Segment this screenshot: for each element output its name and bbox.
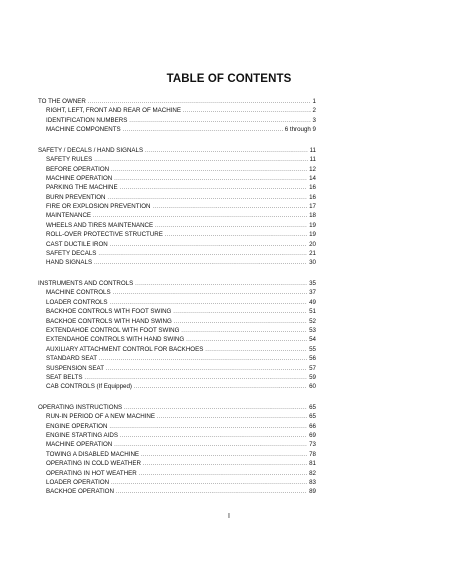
toc-entry[interactable] xyxy=(38,202,316,211)
toc-entry[interactable] xyxy=(38,174,316,183)
dot-leader xyxy=(106,365,307,374)
toc-entry[interactable] xyxy=(38,335,316,344)
toc-entry[interactable] xyxy=(38,249,316,258)
toc-entry-page-number: 69 xyxy=(309,432,316,440)
dot-leader xyxy=(111,479,307,488)
toc-entry-page-number: 60 xyxy=(309,383,316,391)
toc-entry-label: EXTENDAHOE CONTROLS WITH HAND SWING xyxy=(46,336,185,344)
toc-entry-page-number: 49 xyxy=(309,298,316,306)
toc-entry-page-number: 3 xyxy=(312,116,316,124)
toc-entry[interactable] xyxy=(38,478,316,487)
toc-entry[interactable] xyxy=(38,211,316,220)
dot-leader xyxy=(157,413,307,422)
toc-entry-page-number: 11 xyxy=(309,156,316,164)
toc-entry-label: RUN-IN PERIOD OF A NEW MACHINE xyxy=(46,413,155,421)
toc-entry-label: BACKHOE OPERATION xyxy=(46,488,114,496)
toc-entry-page-number: 14 xyxy=(309,174,316,182)
toc-entry[interactable] xyxy=(38,422,316,431)
toc-entry-page-number: 57 xyxy=(309,364,316,372)
toc-entry-label: MAINTENANCE xyxy=(46,212,92,220)
dot-leader xyxy=(139,470,307,479)
toc-entry[interactable] xyxy=(38,298,316,307)
dot-leader xyxy=(173,308,307,317)
toc-entry-page-number: 11 xyxy=(309,146,316,154)
toc-entry[interactable] xyxy=(38,326,316,335)
dot-leader xyxy=(174,318,307,327)
toc-entry-label: BACKHOE CONTROLS WITH FOOT SWING xyxy=(46,308,172,316)
toc-entry-page-number: 1 xyxy=(312,98,316,105)
table-of-contents xyxy=(38,97,316,508)
dot-leader xyxy=(135,280,307,289)
toc-entry-page-number: 65 xyxy=(309,413,316,421)
toc-entry-page-number: 81 xyxy=(309,460,316,468)
toc-entry-label: ROLL-OVER PROTECTIVE STRUCTURE xyxy=(46,231,163,239)
toc-entry-page-number: 16 xyxy=(309,184,316,192)
toc-entry-label: LOADER OPERATION xyxy=(46,479,110,487)
toc-entry-label: MACHINE CONTROLS xyxy=(46,289,111,297)
toc-entry-label: TO THE OWNER xyxy=(38,98,86,105)
toc-entry-label: OPERATING IN HOT WEATHER xyxy=(46,469,137,477)
page-number-footer: I xyxy=(228,513,230,520)
toc-entry-page-number: 20 xyxy=(309,240,316,248)
toc-entry-page-number: 51 xyxy=(309,308,316,316)
toc-entry-page-number: 54 xyxy=(309,336,316,344)
toc-entry[interactable] xyxy=(38,165,316,174)
toc-entry-page-number: 89 xyxy=(309,488,316,496)
dot-leader xyxy=(113,289,307,298)
toc-entry-label: MACHINE COMPONENTS xyxy=(46,126,121,134)
toc-entry[interactable] xyxy=(38,317,316,326)
toc-entry-page-number: 59 xyxy=(309,373,316,381)
toc-section xyxy=(38,146,316,268)
toc-entry[interactable] xyxy=(38,487,316,496)
toc-entry[interactable] xyxy=(38,116,316,125)
toc-entry[interactable] xyxy=(38,382,316,391)
toc-entry-page-number: 83 xyxy=(309,479,316,487)
dot-leader xyxy=(98,250,307,259)
toc-entry-label: RIGHT, LEFT, FRONT AND REAR OF MACHINE xyxy=(46,107,181,115)
dot-leader xyxy=(114,441,307,450)
dot-leader xyxy=(111,166,307,175)
toc-entry-page-number: 66 xyxy=(309,422,316,430)
toc-entry[interactable] xyxy=(38,183,316,192)
toc-section-heading[interactable] xyxy=(38,146,316,155)
toc-entry[interactable] xyxy=(38,230,316,239)
dot-leader xyxy=(116,488,307,497)
toc-entry-label: EXTENDAHOE CONTROL WITH FOOT SWING xyxy=(46,326,180,334)
dot-leader xyxy=(123,126,283,135)
toc-entry-page-number: 65 xyxy=(309,403,316,411)
dot-leader xyxy=(120,184,307,193)
toc-entry[interactable] xyxy=(38,307,316,316)
toc-entry[interactable] xyxy=(38,364,316,373)
toc-entry-page-number: 2 xyxy=(312,107,316,115)
toc-entry[interactable] xyxy=(38,450,316,459)
toc-entry-page-number: 37 xyxy=(309,289,316,297)
toc-entry[interactable] xyxy=(38,288,316,297)
toc-entry-label: FIRE OR EXPLOSION PREVENTION xyxy=(46,203,151,211)
toc-section xyxy=(38,403,316,497)
toc-entry-label: INSTRUMENTS AND CONTROLS xyxy=(38,280,134,288)
toc-entry-label: CAST DUCTILE IRON xyxy=(46,240,108,248)
toc-entry-label: STANDARD SEAT xyxy=(46,355,97,363)
toc-entry[interactable] xyxy=(38,373,316,382)
toc-entry-label: ENGINE OPERATION xyxy=(46,422,108,430)
dot-leader xyxy=(183,107,311,116)
toc-entry-label: BURN PREVENTION xyxy=(46,193,106,201)
dot-leader xyxy=(165,231,307,240)
toc-entry[interactable] xyxy=(38,106,316,115)
toc-entry-label: SAFETY / DECALS / HAND SIGNALS xyxy=(38,146,144,154)
toc-entry-label: AUXILIARY ATTACHMENT CONTROL FOR BACKHOES xyxy=(46,345,204,353)
toc-entry-label: ENGINE STARTING AIDS xyxy=(46,432,118,440)
dot-leader xyxy=(205,346,307,355)
toc-entry[interactable] xyxy=(38,258,316,267)
toc-entry-page-number: 52 xyxy=(309,317,316,325)
toc-entry-page-number: 55 xyxy=(309,345,316,353)
toc-entry[interactable] xyxy=(38,155,316,164)
toc-entry[interactable] xyxy=(38,469,316,478)
toc-entry-page-number: 6 through 9 xyxy=(284,126,316,134)
toc-entry-label: HAND SIGNALS xyxy=(46,259,93,267)
dot-leader xyxy=(114,175,307,184)
toc-section-heading[interactable] xyxy=(38,279,316,288)
toc-section-heading[interactable] xyxy=(38,403,316,412)
toc-entry-label: MACHINE OPERATION xyxy=(46,174,113,182)
toc-entry-page-number: 12 xyxy=(309,165,316,173)
toc-entry-label: SUSPENSION SEAT xyxy=(46,364,104,372)
toc-entry-label: PARKING THE MACHINE xyxy=(46,184,118,192)
toc-entry-page-number: 30 xyxy=(309,259,316,267)
dot-leader xyxy=(143,460,307,469)
toc-section xyxy=(38,97,316,135)
toc-entry-page-number: 18 xyxy=(309,212,316,220)
toc-entry[interactable] xyxy=(38,240,316,249)
dot-leader xyxy=(94,259,307,268)
toc-entry-label: BEFORE OPERATION xyxy=(46,165,110,173)
toc-entry-label: BACKHOE CONTROLS WITH HAND SWING xyxy=(46,317,172,325)
dot-leader xyxy=(120,432,307,441)
toc-entry[interactable] xyxy=(38,431,316,440)
toc-entry[interactable] xyxy=(38,354,316,363)
dot-leader xyxy=(141,451,307,460)
toc-entry[interactable] xyxy=(38,125,316,134)
toc-entry-page-number: 73 xyxy=(309,441,316,449)
toc-entry[interactable] xyxy=(38,459,316,468)
toc-entry-page-number: 21 xyxy=(309,250,316,258)
toc-entry-page-number: 56 xyxy=(309,355,316,363)
toc-entry-label: LOADER CONTROLS xyxy=(46,298,108,306)
page-title: TABLE OF CONTENTS xyxy=(166,73,292,85)
dot-leader xyxy=(155,222,307,231)
toc-entry-label: TOWING A DISABLED MACHINE xyxy=(46,450,140,458)
toc-entry-page-number: 16 xyxy=(309,193,316,201)
toc-entry-page-number: 78 xyxy=(309,450,316,458)
toc-entry[interactable] xyxy=(38,412,316,421)
toc-entry[interactable] xyxy=(38,193,316,202)
dot-leader xyxy=(153,203,308,212)
toc-entry-label: SAFETY DECALS xyxy=(46,250,97,258)
toc-entry-page-number: 19 xyxy=(309,221,316,229)
toc-entry-page-number: 53 xyxy=(309,326,316,334)
dot-leader xyxy=(109,423,307,432)
toc-section xyxy=(38,279,316,392)
toc-entry-label: OPERATING INSTRUCTIONS xyxy=(38,403,123,411)
toc-entry-label: SAFETY RULES xyxy=(46,156,93,164)
dot-leader xyxy=(94,156,307,165)
dot-leader xyxy=(145,147,307,156)
dot-leader xyxy=(134,383,307,392)
toc-entry-label: OPERATING IN COLD WEATHER xyxy=(46,460,141,468)
toc-entry[interactable] xyxy=(38,221,316,230)
toc-section-heading[interactable] xyxy=(38,97,316,106)
toc-entry-label: WHEELS AND TIRES MAINTENANCE xyxy=(46,221,154,229)
toc-entry-page-number: 35 xyxy=(309,280,316,288)
dot-leader xyxy=(181,327,307,336)
toc-entry[interactable] xyxy=(38,440,316,449)
toc-entry-label: MACHINE OPERATION xyxy=(46,441,113,449)
dot-leader xyxy=(110,241,307,250)
toc-entry-page-number: 17 xyxy=(309,203,316,211)
toc-entry-label: IDENTIFICATION NUMBERS xyxy=(46,116,128,124)
toc-entry-label: CAB CONTROLS (If Equipped) xyxy=(46,383,132,391)
dot-leader xyxy=(99,355,307,364)
toc-entry-page-number: 19 xyxy=(309,231,316,239)
toc-entry-page-number: 82 xyxy=(309,469,316,477)
toc-entry[interactable] xyxy=(38,345,316,354)
toc-entry-label: SEAT BELTS xyxy=(46,373,83,381)
